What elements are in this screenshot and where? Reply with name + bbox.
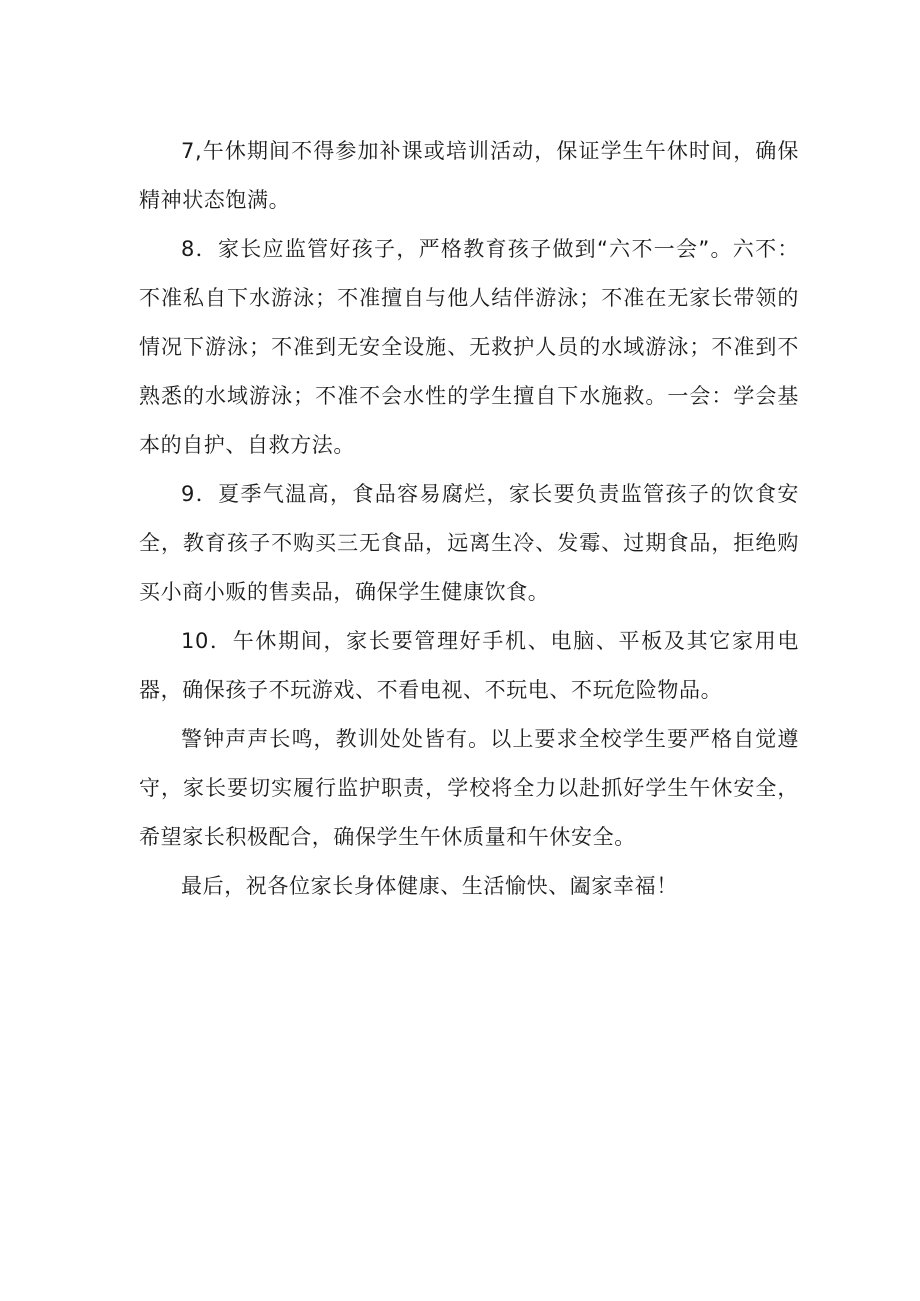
document-body xyxy=(139,127,799,911)
paragraph-closing: 最后，祝各位家长身体健康、生活愉快、阖家幸福！ xyxy=(181,874,678,898)
paragraph-item-9: 9．夏季气温高，食品容易腐烂，家长要负责监管孩子的饮食安全，教育孩子不购买三无食品，远离生冷、发霉、过期食品，拒绝购买小商小贩的售卖品，确保学生健康饮食。 xyxy=(139,482,799,604)
paragraph-item-8: 8．家长应监管好孩子，严格教育孩子做到“六不一会”。六不：不准私自下水游泳；不准擅自与他人结伴游泳；不准在无家长带领的情况下游泳；不准到无安全设施、无救护人员的水域游泳；不准到不熟悉的水域游泳；不准不会水性的学生擅自下水施救。一会：学会基本的自护、自救方法。 xyxy=(139,237,799,457)
paragraph-item-7: 7,午休期间不得参加补课或培训活动，保证学生午休时间，确保精神状态饱满。 xyxy=(139,139,799,212)
paragraph-warning: 警钟声声长鸣，教训处处皆有。以上要求全校学生要严格自觉遵守，家长要切实履行监护职责，学校将全力以赴抓好学生午休安全，希望家长积极配合，确保学生午休质量和午休安全。 xyxy=(139,727,799,849)
paragraph-item-10: 10．午休期间，家长要管理好手机、电脑、平板及其它家用电器，确保孩子不玩游戏、不看电视、不玩电、不玩危险物品。 xyxy=(139,629,799,702)
